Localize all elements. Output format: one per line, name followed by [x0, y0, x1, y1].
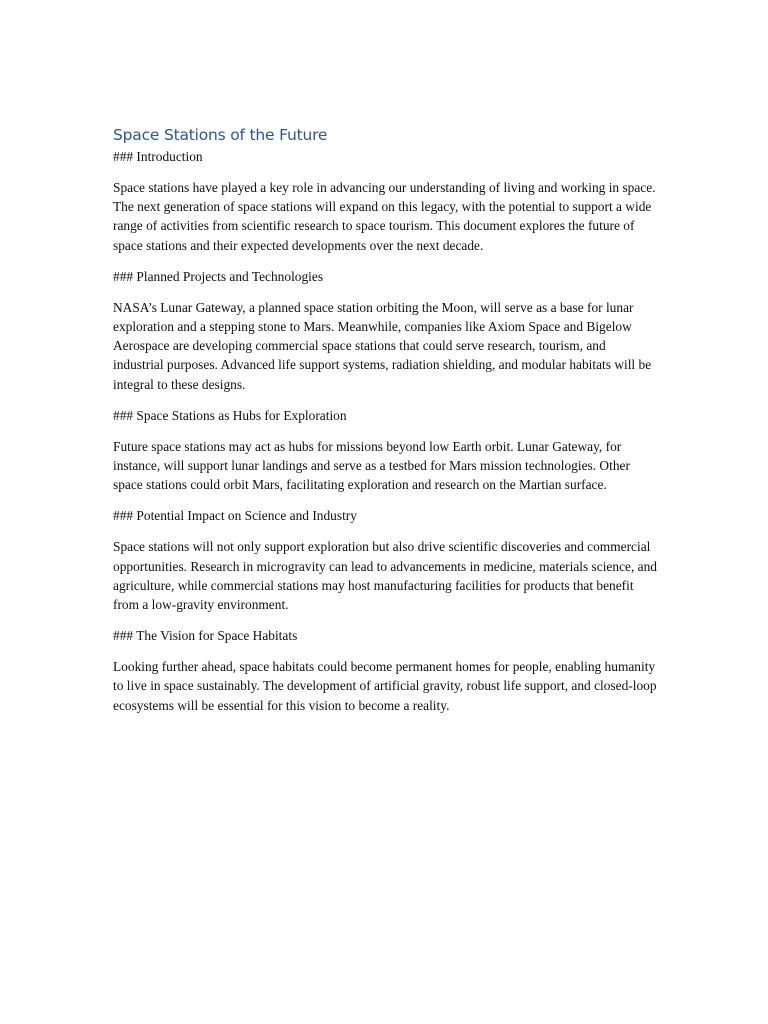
section-heading-planned-projects: ### Planned Projects and Technologies: [113, 268, 324, 284]
document-body: [113, 124, 658, 715]
section-heading-introduction: ### Introduction: [113, 149, 203, 164]
section-body-science-and-industry: Space stations will not only support exploration but also drive scientific discoveries and commercial opportunities. Research in microgravity can lead to advancements in medicine, materials science, and agriculture, while commercial stations may host manufacturing facilities for products that benefit from a low-gravity environment.: [113, 539, 657, 613]
section-heading-hubs-for-exploration: ### Space Stations as Hubs for Exploration: [113, 407, 347, 423]
document-title: Space Stations of the Future: [113, 126, 328, 144]
section-heading-science-and-industry: ### Potential Impact on Science and Industry: [113, 508, 357, 524]
section-body-hubs-for-exploration: Future space stations may act as hubs for missions beyond low Earth orbit. Lunar Gateway, for instance, will support lunar landings and serve as a testbed for Mars mission technologies. Other space stations could orbit Mars, facilitating exploration and research on the Martian surface.: [113, 438, 630, 493]
section-body-introduction: Space stations have played a key role in advancing our understanding of living and working in space. The next generation of space stations will expand on this legacy, with the potential to support a wide range of activities from scientific research to space tourism. This document explores the future of space stations and their expected developments over the next decade.: [113, 180, 656, 253]
section-heading-space-habitats: ### The Vision for Space Habitats: [113, 628, 298, 644]
section-body-space-habitats: Looking further ahead, space habitats could become permanent homes for people, enabling humanity to live in space sustainably. The development of artificial gravity, robust life support, and closed-loop ecosystems will be essential for this vision to become a reality.: [113, 659, 657, 713]
section-body-planned-projects: NASA’s Lunar Gateway, a planned space station orbiting the Moon, will serve as a base for lunar exploration and a stepping stone to Mars. Meanwhile, companies like Axiom Space and Bigelow Aerospace are developing commercial space stations that could serve research, tourism, and industrial purposes. Advanced life support systems, radiation shielding, and modular habitats will be integral to these designs.: [113, 299, 652, 392]
